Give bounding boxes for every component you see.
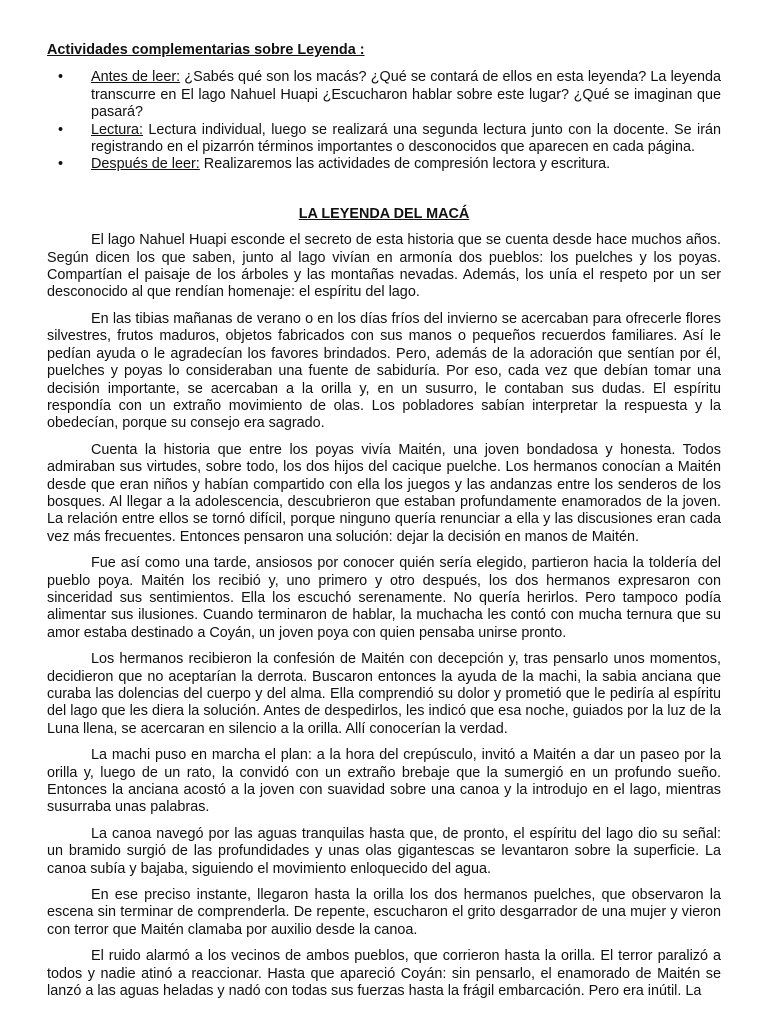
- story-paragraph: Fue así como una tarde, ansiosos por conocer quién sería elegido, partieron hacia la toldería del pueblo poya. Maitén los recibió y, uno primero y otro después, los dos hermanos expresaron con sinceridad sus sentimientos. Ella los escuchó serenamente. No quería herirlos. Pero tampoco podía alimentar sus ilusiones. Cuando terminaron de hablar, la muchacha les contó con mucha ternura que su amor estaba destinado a Coyán, un joven poya con quien pensaba unirse pronto.: [47, 555, 721, 641]
- story-title: LA LEYENDA DEL MACÁ: [298, 205, 470, 222]
- story-paragraph: Los hermanos recibieron la confesión de Maitén con decepción y, tras pensarlo unos momentos, decidieron que no aceptarían la derrota. Buscaron entonces la ayuda de la machi, la sabia anciana que curaba las dolencias del cuerpo y del alma. Ella comprendió su dolor y prometió que le pediría al espíritu del lago que les diera la solución. Antes de despedirlos, les indicó que esa noche, guiados por la luz de la Luna llena, se acercaran en silencio a la orilla. Allí conocerían la verdad.: [47, 651, 721, 737]
- activity-label: Lectura:: [91, 121, 143, 138]
- activities-title: Actividades complementarias sobre Leyenda :: [47, 42, 365, 58]
- story-paragraph: En ese preciso instante, llegaron hasta la orilla los dos hermanos puelches, que observaron la escena sin terminar de comprenderla. De repente, escucharon el grito desgarrador de una mujer y vieron con terror que Maitén clamaba por auxilio desde la canoa.: [47, 887, 721, 938]
- story-paragraph: El ruido alarmó a los vecinos de ambos pueblos, que corrieron hasta la orilla. El terror paralizó a todos y nadie atinó a reaccionar. Hasta que apareció Coyán: sin pensarlo, el enamorado de Maitén se lanzó a las aguas heladas y nadó con todas sus fuerzas hasta la frágil embarcación. Pero era inútil. La: [47, 948, 721, 1000]
- story-paragraph: La canoa navegó por las aguas tranquilas hasta que, de pronto, el espíritu del lago dio su señal: un bramido surgió de las profundidades y unas olas gigantescas se levantaron sobre la superficie. La canoa subía y bajaba, siguiendo el movimiento enloquecido del agua.: [47, 825, 721, 877]
- activity-before-reading: [58, 69, 721, 121]
- bullet-icon: •: [58, 156, 64, 173]
- story-body: [47, 232, 721, 1000]
- bullet-icon: •: [58, 121, 64, 138]
- activity-text: Lectura individual, luego se realizará una segunda lectura junto con la docente. Se irán registrando en el pizarrón términos importantes o desconocidos que aparecen en cada página.: [91, 121, 721, 156]
- document-page: [47, 42, 721, 1010]
- story-paragraph: Cuenta la historia que entre los poyas vivía Maitén, una joven bondadosa y honesta. Todos admiraban sus virtudes, sobre todo, los dos hijos del cacique puelche. Los hermanos conocían a Maitén desde que eran niños y habían compartido con ella los juegos y las andanzas entre los senderos de los bosques. Al llegar a la adolescencia, descubrieron que estaban profundamente enamorados de la joven. La relación entre ellos se tornó difícil, porque ninguno quería renunciar a ella y las discusiones eran cada vez más frecuentes. Entonces pensaron una solución: dejar la decisión en manos de Maitén.: [47, 441, 721, 545]
- story-paragraph: En las tibias mañanas de verano o en los días fríos del invierno se acercaban para ofrecerle flores silvestres, frutos maduros, objetos fabricados con sus manos o pequeños recuerdos familiares. Así le pedían ayuda o le agradecían los favores brindados. Pero, además de la adoración que sentían por él, puelches y poyas lo consideraban una fuente de sabiduría. Por eso, cada vez que debían tomar una decisión importante, se acercaban a la orilla y, en un susurro, le contaban sus dudas. El espíritu respondía con un extraño movimiento de olas. Los pobladores sabían interpretar la respuesta y la obedecían, porque su consejo era sagrado.: [47, 310, 721, 432]
- story-paragraph: La machi puso en marcha el plan: a la hora del crepúsculo, invitó a Maitén a dar un paseo por la orilla y, luego de un rato, la convidó con un extraño brebaje que la sumergió en un profundo sueño. Entonces la anciana acostó a la joven con suavidad sobre una canoa y la introdujo en el lago, mientras susurraba unas palabras.: [47, 747, 721, 816]
- activity-label: Después de leer:: [91, 156, 200, 173]
- story-paragraph: El lago Nahuel Huapi esconde el secreto de esta historia que se cuenta desde hace muchos años. Según dicen los que saben, junto al lago vivían en armonía dos pueblos: los puelches y los poyas. Compartían el paisaje de los árboles y las montañas nevadas. Además, los unía el respeto por un ser desconocido al que rendían homenaje: el espíritu del lago.: [47, 232, 721, 301]
- activity-label: Antes de leer:: [91, 69, 181, 86]
- activity-after-reading: [58, 156, 721, 173]
- activity-text: Realizaremos las actividades de compresión lectora y escritura.: [199, 156, 611, 173]
- activity-text: ¿Sabés qué son los macás? ¿Qué se contará de ellos en esta leyenda? La leyenda transcurre en El lago Nahuel Huapi ¿Escucharon hablar sobre este lugar? ¿Qué se imaginan que pasará?: [91, 69, 721, 121]
- activities-list: [47, 69, 721, 173]
- activity-reading: [58, 121, 721, 157]
- bullet-icon: •: [58, 69, 64, 86]
